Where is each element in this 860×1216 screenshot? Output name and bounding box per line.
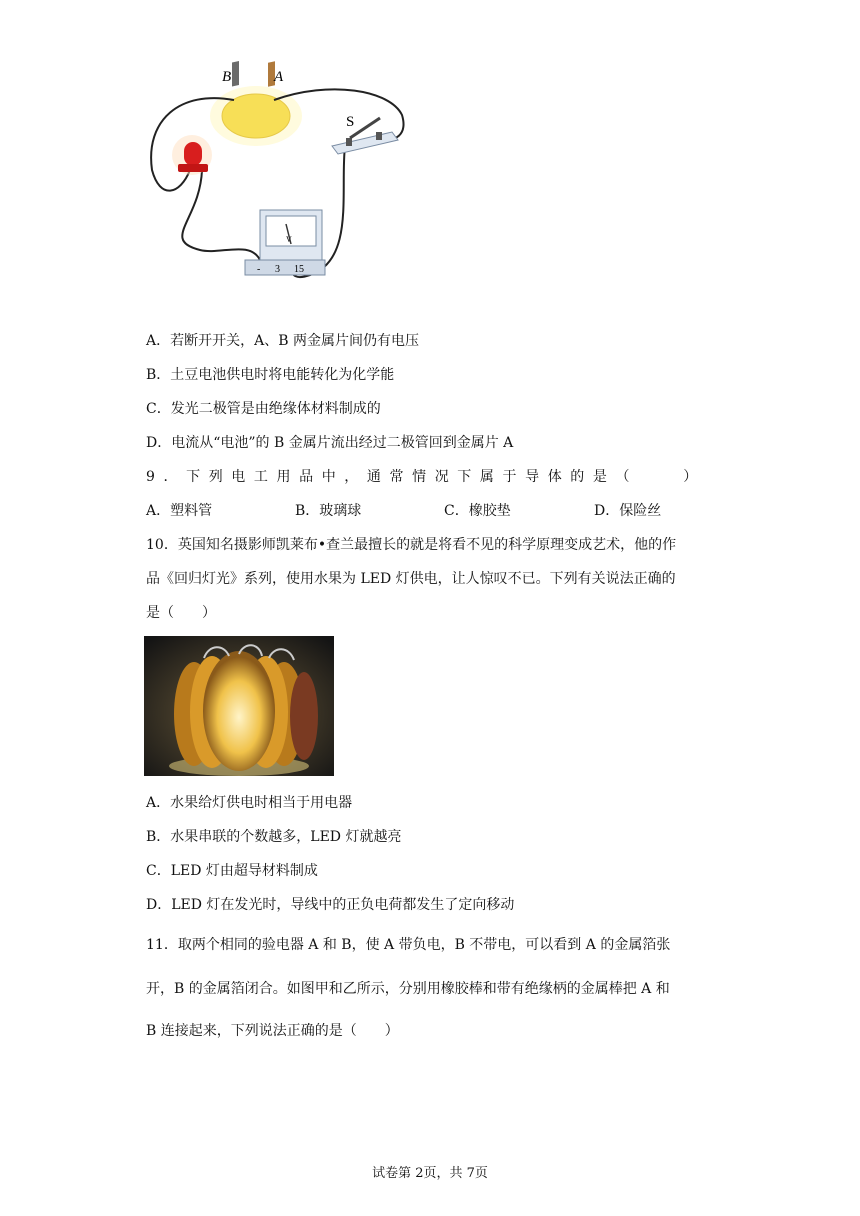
- voltmeter: [245, 210, 325, 275]
- q10-stem-line-2: 品《回归灯光》系列，使用水果为 LED 灯供电，让人惊叹不已。下列有关说法正确的: [146, 571, 676, 587]
- q9-option-c: C．橡胶垫: [444, 503, 511, 519]
- q8-option-b: B．土豆电池供电时将电能转化为化学能: [146, 367, 395, 383]
- potato-battery-circuit-diagram: [140, 60, 420, 290]
- page-footer: 试卷第 2页，共 7页: [372, 1166, 488, 1181]
- q8-option-a: A．若断开开关，A、B 两金属片间仍有电压: [146, 333, 419, 349]
- q10-option-a: A．水果给灯供电时相当于用电器: [146, 795, 353, 811]
- terminal-3: 3: [275, 264, 280, 275]
- label-b: B: [222, 69, 232, 85]
- q10-option-b: B．水果串联的个数越多，LED 灯就越亮: [146, 829, 402, 845]
- q9-option-b: B．玻璃球: [295, 503, 362, 519]
- wire: [182, 170, 260, 260]
- meter-symbol: V: [286, 235, 292, 244]
- terminal-15: 15: [294, 264, 304, 275]
- metal-plate-b: [232, 61, 239, 86]
- q10-option-d: D．LED 灯在发光时，导线中的正负电荷都发生了定向移动: [146, 897, 515, 913]
- q8-option-d: D．电流从“电池”的 B 金属片流出经过二极管回到金属片 A: [146, 435, 514, 451]
- q8-option-c: C．发光二极管是由绝缘体材料制成的: [146, 401, 381, 417]
- switch: [332, 118, 398, 154]
- label-a: A: [274, 69, 284, 85]
- q9-option-a: A．塑料管: [146, 503, 213, 519]
- q11-stem-line-3: B 连接起来，下列说法正确的是（ ）: [146, 1023, 399, 1039]
- q10-stem-line-1: 10．英国知名摄影师凯莱布•查兰最擅长的就是将看不见的科学原理变成艺术，他的作: [146, 537, 677, 553]
- q11-stem-line-1: 11．取两个相同的验电器 A 和 B，使 A 带负电，B 不带电，可以看到 A 的金属箔张: [146, 937, 671, 953]
- terminal-minus: -: [257, 264, 261, 275]
- q10-option-c: C．LED 灯由超导材料制成: [146, 863, 318, 879]
- q10-stem-line-3: 是（ ）: [146, 605, 216, 621]
- label-s: S: [346, 114, 355, 130]
- led: [184, 142, 202, 166]
- fruit-led-photo: [144, 636, 334, 776]
- q9-option-d: D．保险丝: [594, 503, 662, 519]
- q11-stem-line-2: 开，B 的金属箔闭合。如图甲和乙所示，分别用橡胶棒和带有绝缘柄的金属棒把 A 和: [146, 981, 670, 997]
- q9-stem: 9．下列电工用品中，通常情况下属于导体的是（ ）: [146, 469, 706, 485]
